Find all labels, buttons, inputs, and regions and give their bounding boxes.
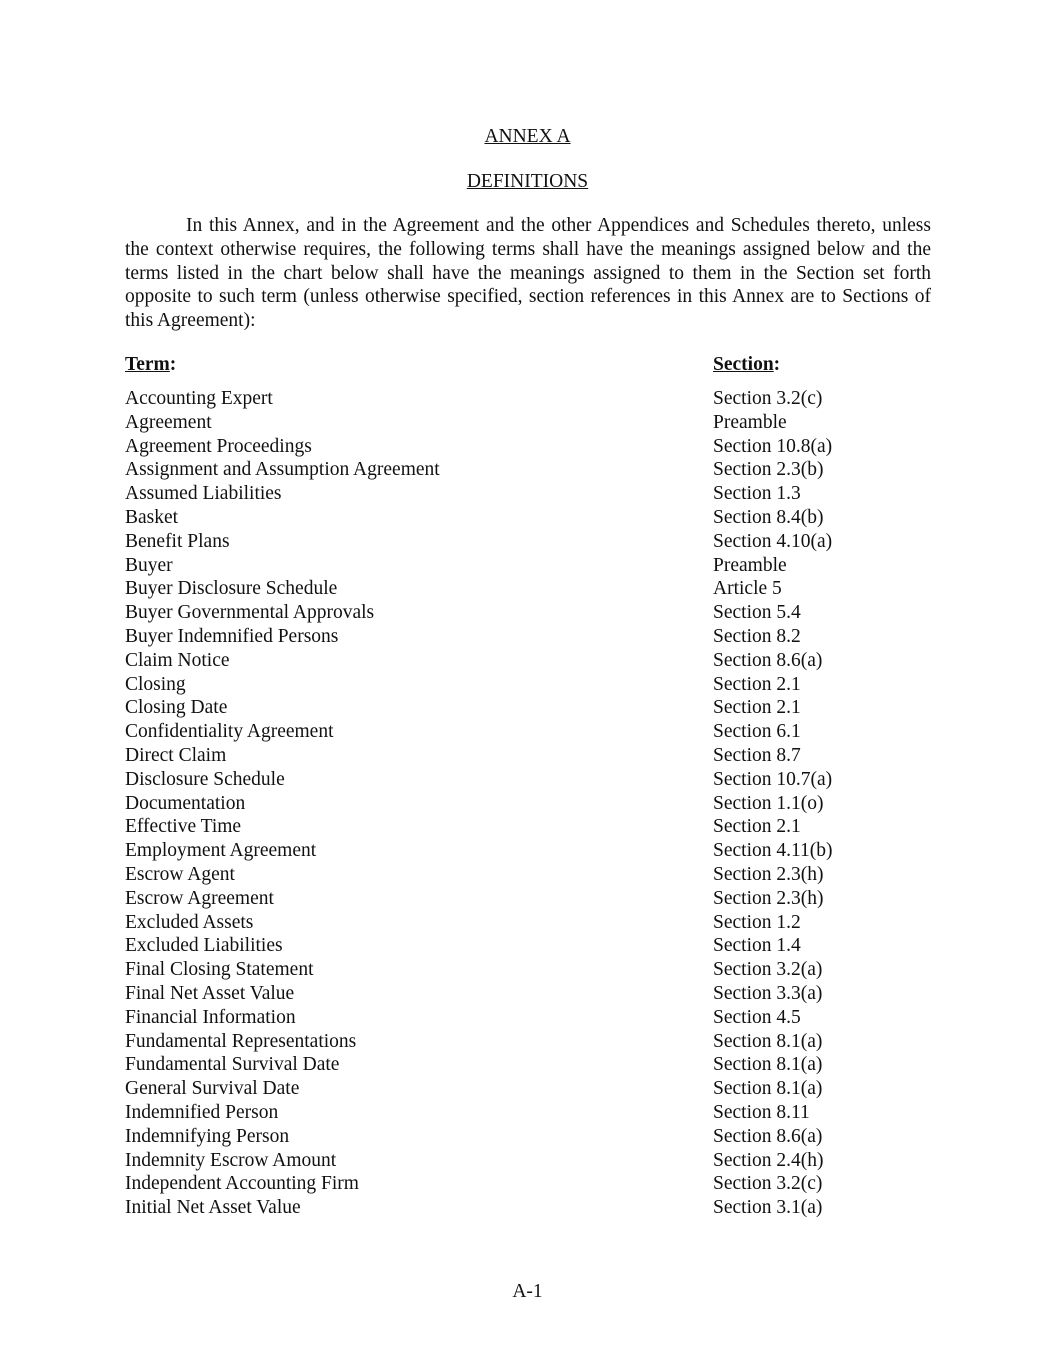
definition-term: Employment Agreement xyxy=(125,840,317,862)
definition-term: Indemnifying Person xyxy=(125,1125,290,1147)
definition-section: Section 8.2 xyxy=(713,625,801,647)
definition-row xyxy=(125,506,931,530)
definition-row xyxy=(125,458,931,482)
definition-term: Independent Accounting Firm xyxy=(125,1173,359,1195)
definition-section: Section 8.6(a) xyxy=(713,1125,823,1147)
definition-row xyxy=(125,744,931,768)
definition-section: Section 2.1 xyxy=(713,697,801,719)
definition-section: Section 3.2(c) xyxy=(713,1173,823,1195)
definition-term: Final Closing Statement xyxy=(125,959,314,981)
section-header-colon: : xyxy=(773,354,781,375)
definition-row xyxy=(125,1053,931,1077)
definition-term: Financial Information xyxy=(125,1006,296,1028)
definition-row xyxy=(125,530,931,554)
definition-section: Section 1.1(o) xyxy=(713,792,824,814)
definition-term: Excluded Assets xyxy=(125,911,254,933)
term-header-colon: : xyxy=(169,354,177,375)
definition-term: Initial Net Asset Value xyxy=(125,1197,301,1219)
definition-term: Escrow Agreement xyxy=(125,887,274,909)
definition-row xyxy=(125,601,931,625)
definition-section: Section 3.1(a) xyxy=(713,1197,823,1219)
definition-section: Section 1.2 xyxy=(713,911,801,933)
definition-term: Accounting Expert xyxy=(125,388,273,409)
definition-section: Section 4.5 xyxy=(713,1006,801,1028)
definition-row xyxy=(125,673,931,697)
section-header-label: Section xyxy=(713,354,774,375)
definition-row xyxy=(125,387,931,411)
definition-section: Article 5 xyxy=(713,578,782,600)
definition-section: Section 2.1 xyxy=(713,673,801,695)
definition-section: Section 6.1 xyxy=(713,721,801,743)
definition-row xyxy=(125,625,931,649)
definition-row xyxy=(125,1101,931,1125)
definition-section: Section 5.4 xyxy=(713,602,801,624)
definition-term: Agreement xyxy=(125,411,212,433)
definition-section: Section 1.4 xyxy=(713,935,801,957)
definition-row xyxy=(125,1077,931,1101)
definition-term: Documentation xyxy=(125,792,246,814)
definition-row xyxy=(125,768,931,792)
definition-section: Section 8.1(a) xyxy=(713,1078,823,1100)
definition-row xyxy=(125,982,931,1006)
definition-term: Assignment and Assumption Agreement xyxy=(125,459,440,481)
definition-section: Section 8.1(a) xyxy=(713,1054,823,1076)
definition-term: Direct Claim xyxy=(125,744,227,766)
definition-term: Disclosure Schedule xyxy=(125,768,285,790)
definition-row xyxy=(125,792,931,816)
definition-term: Assumed Liabilities xyxy=(125,483,282,505)
definition-term: Fundamental Survival Date xyxy=(125,1054,340,1076)
definition-row xyxy=(125,1125,931,1149)
definition-row xyxy=(125,696,931,720)
definition-term: Buyer Governmental Approvals xyxy=(125,602,375,624)
definition-term: Excluded Liabilities xyxy=(125,935,283,957)
page-number: A-1 xyxy=(512,1281,543,1302)
definition-section: Section 8.6(a) xyxy=(713,649,823,671)
definition-row xyxy=(125,815,931,839)
definition-row xyxy=(125,839,931,863)
definition-row xyxy=(125,554,931,578)
definition-section: Section 2.3(b) xyxy=(713,459,824,481)
definition-section: Section 10.7(a) xyxy=(713,768,833,790)
annex-title: ANNEX A xyxy=(484,126,571,147)
definition-section: Section 1.3 xyxy=(713,483,801,505)
definition-term: Closing xyxy=(125,673,186,695)
definition-row xyxy=(125,1196,931,1220)
definitions-title: DEFINITIONS xyxy=(466,171,589,192)
definition-section: Section 3.2(a) xyxy=(713,959,823,981)
definition-section: Section 4.10(a) xyxy=(713,530,833,552)
definition-term: Agreement Proceedings xyxy=(125,435,312,457)
term-column-header xyxy=(125,353,176,377)
definitions-table xyxy=(125,387,931,1220)
term-header-label: Term xyxy=(125,354,170,375)
definition-section: Section 2.4(h) xyxy=(713,1149,824,1171)
definition-section: Section 3.2(c) xyxy=(713,388,823,409)
definition-term: Basket xyxy=(125,506,179,528)
definition-section: Section 8.11 xyxy=(713,1101,810,1123)
definition-section: Section 2.3(h) xyxy=(713,887,824,909)
definition-section: Preamble xyxy=(713,554,787,576)
definition-term: Indemnity Escrow Amount xyxy=(125,1149,337,1171)
definition-row xyxy=(125,411,931,435)
definition-row xyxy=(125,435,931,459)
definition-term: General Survival Date xyxy=(125,1078,300,1100)
definition-row xyxy=(125,482,931,506)
definition-row xyxy=(125,577,931,601)
definition-term: Buyer Disclosure Schedule xyxy=(125,578,338,600)
definition-term: Buyer Indemnified Persons xyxy=(125,625,339,647)
definition-row xyxy=(125,887,931,911)
definition-term: Buyer xyxy=(125,554,173,576)
definition-section: Section 8.4(b) xyxy=(713,506,824,528)
definition-term: Closing Date xyxy=(125,697,228,719)
definition-section: Section 2.1 xyxy=(713,816,801,838)
definition-section: Preamble xyxy=(713,411,787,433)
definition-row xyxy=(125,863,931,887)
definition-term: Confidentiality Agreement xyxy=(125,721,334,743)
definition-section: Section 4.11(b) xyxy=(713,840,833,862)
definition-term: Final Net Asset Value xyxy=(125,982,295,1004)
definition-row xyxy=(125,911,931,935)
definition-term: Effective Time xyxy=(125,816,242,838)
definition-row xyxy=(125,1172,931,1196)
definition-term: Claim Notice xyxy=(125,649,230,671)
definition-section: Section 2.3(h) xyxy=(713,863,824,885)
definition-row xyxy=(125,649,931,673)
definition-term: Escrow Agent xyxy=(125,863,235,885)
definition-term: Indemnified Person xyxy=(125,1101,279,1123)
definition-section: Section 3.3(a) xyxy=(713,982,823,1004)
definition-term: Benefit Plans xyxy=(125,530,230,552)
definition-row xyxy=(125,1149,931,1173)
definition-row xyxy=(125,958,931,982)
intro-paragraph: In this Annex, and in the Agreement and the other Appendices and Schedules thereto, unless the context otherwise requires, the following terms shall have the meanings assigned below and the terms listed in the chart below shall have the meanings assigned to them in the Section set forth opposite to such term (unless otherwise specified, section references in this Annex are to Sections of this Agreement): xyxy=(125,215,931,332)
definition-row xyxy=(125,1030,931,1054)
definition-term: Fundamental Representations xyxy=(125,1030,357,1052)
definition-row xyxy=(125,1006,931,1030)
definition-section: Section 10.8(a) xyxy=(713,435,833,457)
definition-row xyxy=(125,934,931,958)
definition-section: Section 8.1(a) xyxy=(713,1030,823,1052)
definition-row xyxy=(125,720,931,744)
definition-section: Section 8.7 xyxy=(713,744,801,766)
section-column-header xyxy=(713,353,780,377)
